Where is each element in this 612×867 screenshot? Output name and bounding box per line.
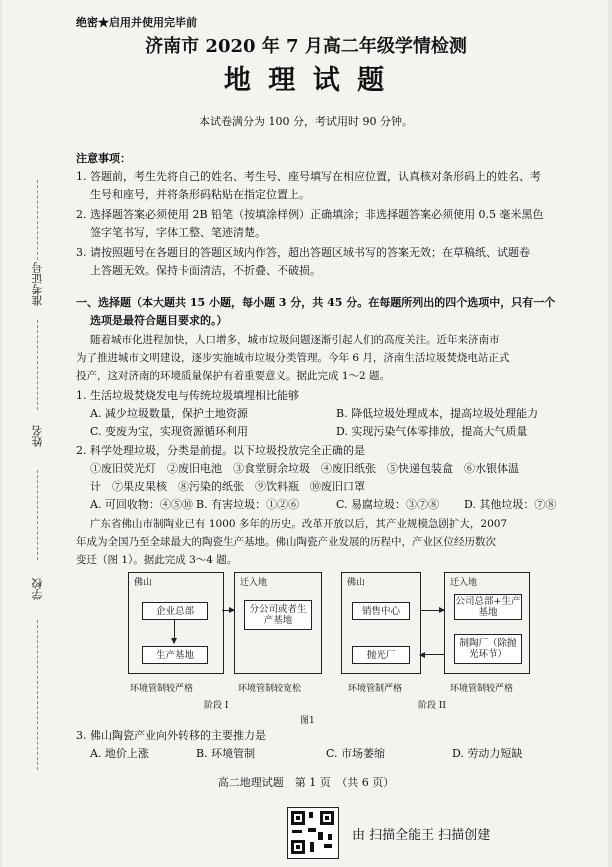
option-a: A. 可回收物：④⑤⑩ [90, 498, 193, 511]
question-1: 1. 生活垃圾焚烧发电与传统垃圾填埋相比能够 [76, 389, 299, 402]
option-b: B. 降低垃圾处理成本，提高垃圾处理能力 [336, 407, 539, 420]
passage-line: 投产，这对济南的环境质量保护有着重要意义。据此完成 1～2 题。 [76, 370, 391, 382]
hq-node: 企业总部 [142, 602, 208, 620]
option-b: B. 环境管制 [196, 747, 256, 760]
name-label: 姓名 [31, 425, 44, 447]
option-d: D. 其他垃圾：⑦⑧ [464, 498, 557, 511]
page-footer: 高二地理试题 第 1 页 （共 6 页） [217, 776, 395, 789]
factory-node: 制陶厂（除抛光环节） [454, 634, 522, 664]
caption: 环境管制严格 [348, 684, 403, 694]
passage-line: 广东省佛山市制陶业已有 1000 多年的历史。改革开放以后，其产业规模急剧扩大，2007 [90, 518, 508, 530]
note-line: 1. 答题前，考生先将自己的姓名、考生号、座号填写在相应位置，认真核对条形码上的姓名、考 [76, 170, 541, 183]
question-3: 3. 佛山陶瓷产业向外转移的主要推力是 [76, 729, 266, 742]
note-line: 签字笔书写，字体工整、笔迹清楚。 [90, 226, 266, 239]
confidential-mark: 绝密★启用并使用完毕前 [76, 16, 197, 29]
subject-title: 地 理 试 题 [223, 65, 389, 96]
qr-code-icon [287, 807, 339, 859]
branch-node: 分公司或者生产基地 [244, 600, 312, 630]
polish-node: 抛光厂 [352, 646, 410, 664]
section-heading: 一、选择题（本大题共 15 小题，每小题 3 分，共 45 分。在每题所列出的四个选项中，只有一个 [76, 296, 556, 309]
figure-label: 图1 [300, 716, 315, 726]
note-line: 3. 请按照题号在各题目的答题区域内作答，超出答题区域书写的答案无效；在草稿纸、试题卷 [76, 246, 530, 259]
passage-line: 变迁（图 1）。据此完成 3～4 题。 [76, 554, 238, 566]
section-heading: 选项是最符合题目要求的。） [90, 314, 228, 327]
notes-heading: 注意事项： [76, 152, 131, 165]
stage2-foshan-label: 佛山 [347, 578, 366, 588]
option-b: B. 有害垃圾：①②⑥ [196, 498, 300, 511]
sales-node: 销售中心 [352, 602, 410, 620]
hq-base-node: 公司总部+生产基地 [455, 596, 521, 618]
stage-label: 阶段 I [204, 701, 229, 711]
stage2-dest-label: 迁入地 [450, 578, 478, 588]
stage1-dest-label: 迁入地 [240, 578, 268, 588]
exam-number-label: 准考证号 [31, 262, 44, 306]
q2-items: 计 ⑦果皮果核 ⑧污染的纸张 ⑨饮料瓶 ⑩废旧口罩 [90, 480, 365, 493]
note-line: 2. 选择题答案必须使用 2B 铅笔（按填涂样例）正确填涂；非选择题答案必须使用 0.5 毫米黑色 [76, 208, 544, 221]
down-arrow [174, 619, 175, 643]
right-arrow [222, 610, 234, 611]
left-arrow [420, 654, 444, 655]
option-a: A. 地价上涨 [90, 747, 149, 760]
right-arrow [420, 610, 444, 611]
passage-line: 年成为全国乃至全球最大的陶瓷生产基地。佛山陶瓷产业发展的历程中，产业区位经历数次 [76, 536, 496, 548]
exam-title: 济南市 2020 年 7 月高二年级学情检测 [145, 36, 467, 57]
base-node: 生产基地 [142, 646, 208, 664]
caption: 环境管制较严格 [130, 684, 194, 694]
note-line: 上答题无效。保持卡面清洁，不折叠、不破损。 [90, 264, 321, 277]
passage-line: 为了推进城市文明建设，逐步实施城市垃圾分类管理。今年 6 月，济南生活垃圾焚烧电站正式 [76, 352, 510, 364]
binding-line [37, 620, 38, 770]
option-c: C. 市场萎缩 [326, 747, 386, 760]
option-c: C. 变废为宝，实现资源循环利用 [90, 425, 249, 438]
scanner-watermark: 由 扫描全能王 扫描创建 [352, 828, 491, 843]
binding-line [37, 180, 38, 260]
option-a: A. 减少垃圾数量，保护土地资源 [90, 407, 248, 420]
binding-line [37, 470, 38, 560]
exam-intro: 本试卷满分为 100 分，考试用时 90 分钟。 [199, 115, 413, 128]
caption: 环境管制较宽松 [238, 684, 302, 694]
option-c: C. 易腐垃圾：③⑦⑧ [336, 498, 440, 511]
option-d: D. 实现污染气体零排放，提高大气质量 [336, 425, 528, 438]
binding-line [37, 320, 38, 410]
note-line: 生号和座号，并将条形码粘贴在指定位置上。 [90, 188, 310, 201]
stage1-foshan-label: 佛山 [134, 578, 153, 588]
passage-line: 随着城市化进程加快，人口增多，城市垃圾问题逐渐引起人们的高度关注。近年来济南市 [90, 334, 500, 346]
q2-items: ①废旧荧光灯 ②废旧电池 ③食堂厨余垃圾 ④废旧纸张 ⑤快递包装盒 ⑥水银体温 [90, 462, 519, 475]
option-d: D. 劳动力短缺 [452, 747, 523, 760]
caption: 环境管制较严格 [450, 684, 514, 694]
school-label: 学校 [31, 578, 44, 600]
stage-label: 阶段 II [418, 701, 446, 711]
question-2: 2. 科学处理垃圾，分类是前提。以下垃圾投放完全正确的是 [76, 444, 365, 457]
